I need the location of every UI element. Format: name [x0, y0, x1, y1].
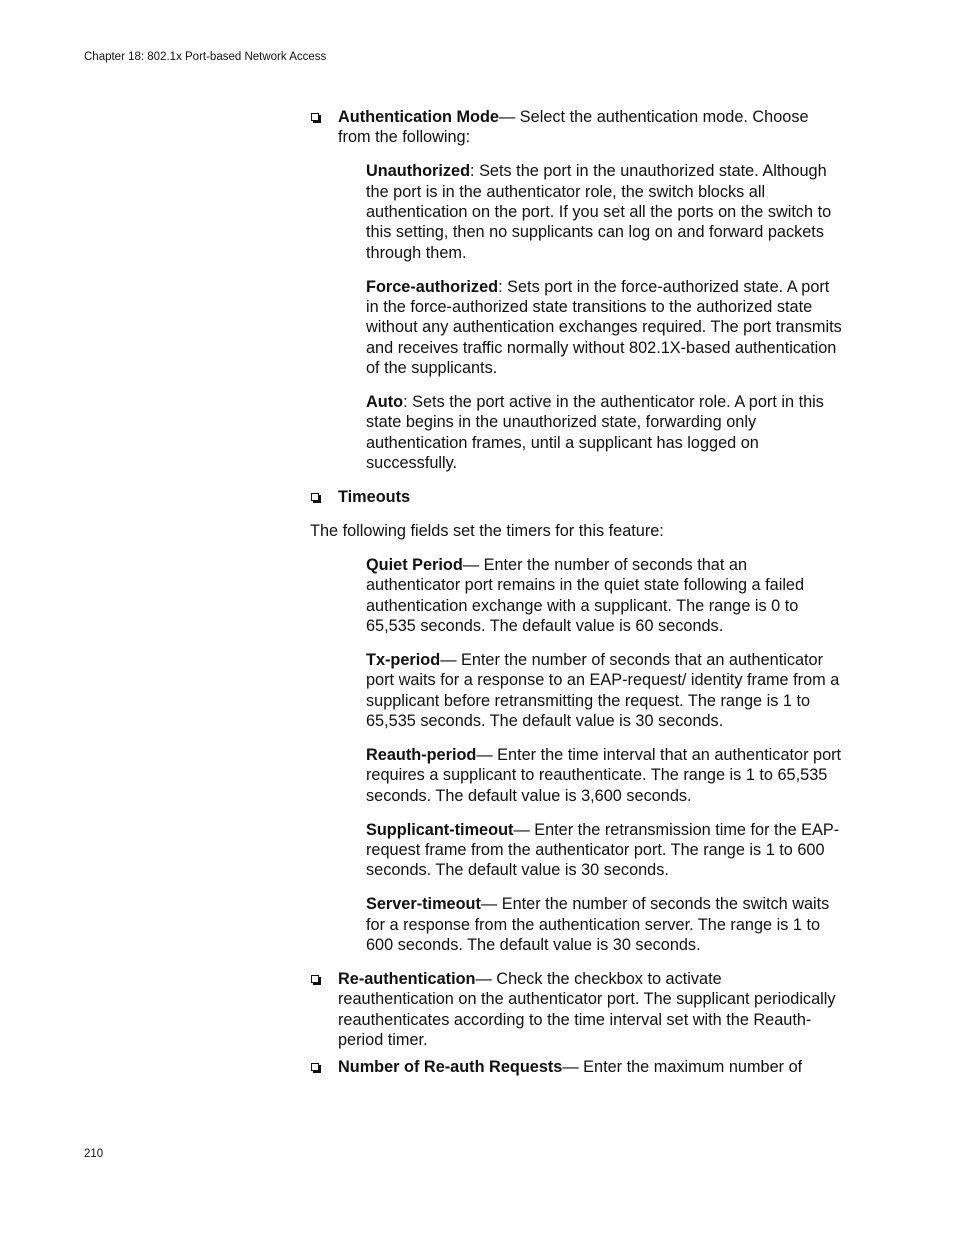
term: Unauthorized: [366, 162, 471, 181]
field-supplicant-timeout: [310, 820, 842, 881]
description: : Sets port in the force-authorized state. A port in the force-authorized state transitions to the authorized state without any authentication exchanges required. The port transmits and receives traffic normally without 802.1X-based authentication of the supplicants.: [366, 277, 842, 377]
option-auto: [310, 392, 842, 473]
term: Re-authentication: [338, 970, 476, 989]
description: : Sets the port in the unauthorized state. Although the port is in the authenticator role, the switch blocks all authentication on the port. If you set all the ports on the switch to this setting, then no supplicants can log on and forward packets through them.: [366, 162, 832, 262]
field-tx-period: [310, 650, 842, 731]
description: — Enter the time interval that an authenticator port requires a supplicant to reauthenticate. The range is 1 to 65,535 seconds. The default value is 3,600 seconds.: [366, 746, 842, 805]
term: Force-authorized: [366, 277, 499, 296]
bullet-authentication-mode: [310, 107, 842, 148]
description: — Select the authentication mode. Choose from the following:: [338, 108, 809, 147]
description: — Enter the number of seconds that an authenticator port remains in the quiet state following a failed authentication exchange with a supplicant. The range is 0 to 65,535 seconds. The default value is 60 seconds.: [366, 556, 805, 636]
field-server-timeout: [310, 894, 842, 955]
option-unauthorized: [310, 161, 842, 262]
bullet-timeouts: [310, 487, 842, 507]
description: : Sets the port active in the authenticator role. A port in this state begins in the unauthorized state, forwarding only authentication frames, until a supplicant has logged on successfully.: [366, 392, 824, 472]
term: Authentication Mode: [338, 108, 499, 126]
term: Timeouts: [338, 487, 411, 506]
timeouts-heading: [338, 487, 842, 507]
option-force-authorized: [310, 277, 842, 378]
field-quiet-period: [310, 555, 842, 636]
checkbox-bullet-icon: [311, 975, 319, 983]
description: — Enter the retransmission time for the EAP-request frame from the authenticator port. The range is 1 to 600 seconds. The default value is 30 seconds.: [366, 820, 840, 880]
checkbox-bullet-icon: [311, 493, 319, 501]
term: Quiet Period: [366, 556, 463, 575]
term: Tx-period: [366, 651, 441, 670]
bullet-number-of-reauth-requests: [310, 1057, 842, 1077]
reauth-requests-paragraph: [338, 1057, 842, 1077]
term: Number of Re-auth Requests: [338, 1058, 563, 1077]
description: — Enter the number of seconds the switch waits for a response from the authentication server. The range is 1 to 600 seconds. The default value is 30 seconds.: [366, 895, 830, 955]
term: Server-timeout: [366, 895, 481, 914]
checkbox-bullet-icon: [311, 113, 319, 121]
term: Auto: [366, 392, 404, 411]
page-content: [310, 107, 842, 1078]
re-authentication-paragraph: [338, 969, 842, 1050]
running-header: Chapter 18: 802.1x Port-based Network Access: [84, 51, 327, 63]
field-reauth-period: [310, 745, 842, 806]
description: — Enter the maximum number of: [562, 1058, 803, 1077]
term: Reauth-period: [366, 746, 477, 765]
authentication-mode-paragraph: [338, 107, 842, 148]
description: — Check the checkbox to activate reauthentication on the authenticator port. The supplicant periodically reauthenticates according to the time interval set with the Reauth-period timer.: [338, 970, 836, 1050]
description: — Enter the number of seconds that an authenticator port waits for a response to an EAP-request/ identity frame from a supplicant before retransmitting the request. The range is 1 to 65,535 seconds. The default value is 30 seconds.: [366, 651, 840, 730]
page-number: 210: [84, 1148, 104, 1160]
timeouts-intro: The following fields set the timers for this feature:: [310, 522, 664, 541]
term: Supplicant-timeout: [366, 820, 514, 839]
checkbox-bullet-icon: [311, 1063, 319, 1071]
bullet-re-authentication: [310, 969, 842, 1050]
